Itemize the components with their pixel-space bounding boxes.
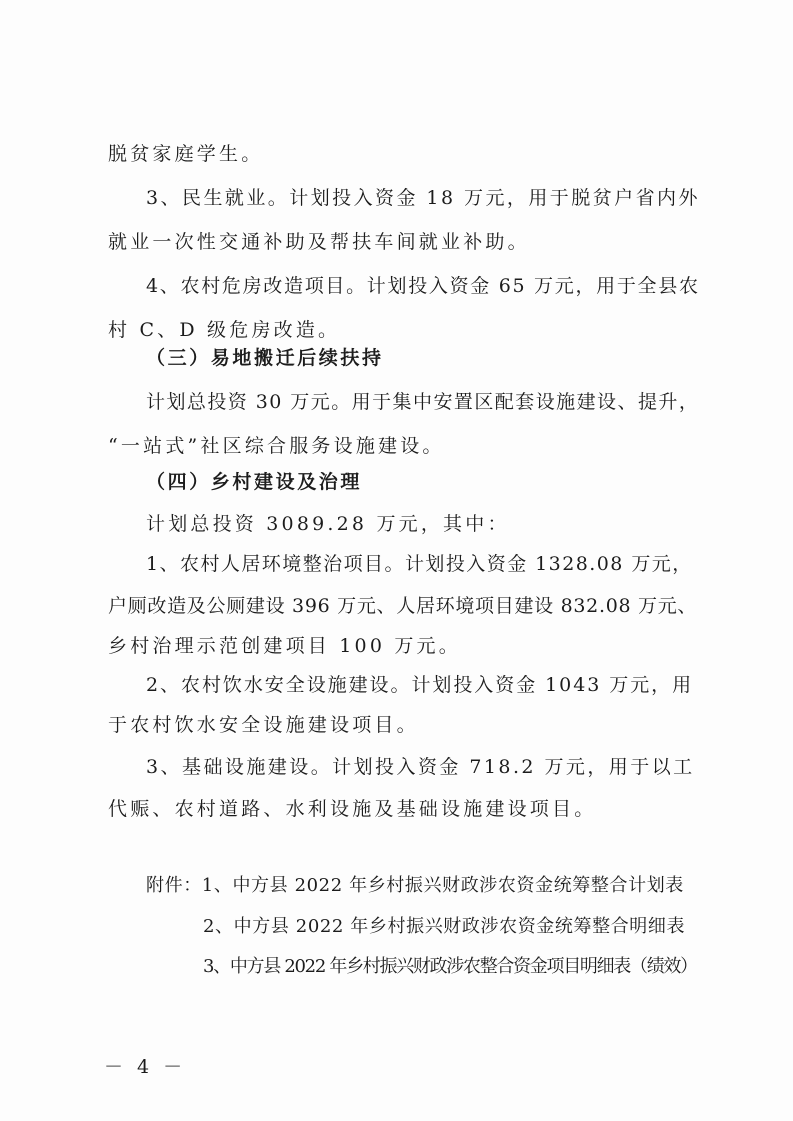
paragraph-line: 乡村治理示范创建项目 100 万元。 — [108, 635, 461, 657]
paragraph-line: 脱贫家庭学生。 — [108, 143, 264, 165]
paragraph-line: 4、农村危房改造项目。计划投入资金 65 万元，用于全县农 — [146, 275, 700, 297]
paragraph-line: 3、民生就业。计划投入资金 18 万元，用于脱贫户省内外 — [146, 187, 700, 209]
attachment-1: 附件：1、中方县 2022 年乡村振兴财政涉农资金统筹整合计划表 — [146, 875, 684, 896]
paragraph-line: 计划总投资 3089.28 万元，其中： — [146, 513, 510, 535]
paragraph-line: 于农村饮水安全设施建设项目。 — [108, 714, 419, 736]
paragraph-line: 户厕改造及公厕建设 396 万元、人居环境项目建设 832.08 万元、 — [108, 595, 698, 617]
section-heading-3: （三）易地搬迁后续扶持 — [146, 347, 384, 369]
paragraph-line: 2、农村饮水安全设施建设。计划投入资金 1043 万元，用 — [146, 674, 694, 696]
paragraph-line: 1、农村人居环境整治项目。计划投入资金 1328.08 万元， — [146, 553, 693, 575]
paragraph-line: 3、基础设施建设。计划投入资金 718.2 万元，用于以工 — [146, 756, 695, 778]
paragraph-line: 计划总投资 30 万元。用于集中安置区配套设施建设、提升， — [146, 391, 700, 413]
section-heading-4: （四）乡村建设及治理 — [146, 471, 363, 493]
paragraph-line: “一站式”社区综合服务设施建设。 — [108, 435, 445, 457]
paragraph-line: 就业一次性交通补助及帮扶车间就业补助。 — [108, 231, 530, 253]
attachment-3: 3、中方县 2022 年乡村振兴财政涉农整合资金项目明细表（绩效） — [203, 956, 697, 977]
paragraph-line: 村 C、D 级危房改造。 — [108, 319, 341, 341]
page-number: － 4 － — [104, 1056, 187, 1078]
paragraph-line: 代赈、农村道路、水利设施及基础设施建设项目。 — [108, 798, 597, 820]
attachment-2: 2、中方县 2022 年乡村振兴财政涉农资金统筹整合明细表 — [203, 916, 686, 937]
